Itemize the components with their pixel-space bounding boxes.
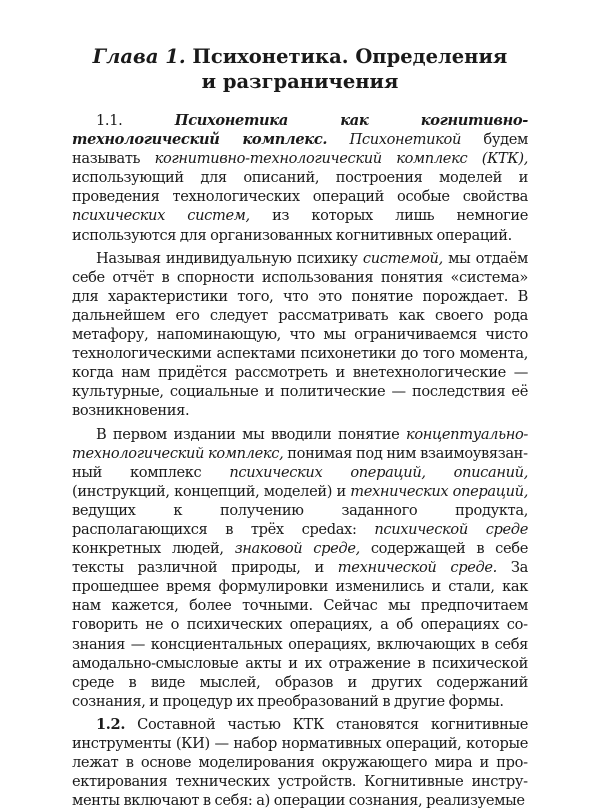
term-psychic-medium: психической среде (374, 520, 528, 538)
chapter-title-line2: и разграничения (201, 70, 399, 93)
paragraph-1-1 (72, 111, 528, 245)
text-span: В первом издании мы вводили понятие (96, 425, 406, 443)
section-number: 1.2. (96, 715, 126, 733)
term-conceptual-complex: концептуально-технологический комплекс, (72, 425, 528, 462)
term-ktk: когнитивно-технологический комплекс (КТК), (154, 150, 528, 168)
term-technical-medium: технической среде. (337, 559, 497, 577)
text-span: Составной частью КТК становятся когнитивные инструменты (КИ) — набор нормативных операций, которые лежат в основе моделирования окружающего мира и проектирования технических устройств. Когнитивные инструменты включают в себя: а) операции сознания, реализуемые (72, 715, 528, 810)
paragraph-2 (72, 249, 528, 421)
text-span: использующий для описаний, построения моделей и проведения технологических операций особые свойства (72, 169, 528, 206)
text-span: ведущих к получению заданного продукта, располагающихся в трёх среdах: (72, 501, 528, 538)
term-sign-medium: знаковой среде, (234, 540, 360, 558)
term-psychic-systems: психических систем, (72, 207, 250, 225)
term-psychic-operations: психических операций, описаний, (229, 463, 528, 481)
document-page (72, 44, 528, 810)
term-psychonetics: Психонетикой (327, 131, 461, 149)
text-span: будем называть (72, 131, 528, 168)
paragraph-1-2 (72, 715, 528, 810)
chapter-title-line1: Психонетика. Определения (185, 45, 508, 68)
text-span: конкретных людей, (72, 540, 235, 558)
chapter-number: Глава 1. (92, 45, 186, 68)
text-span: мы отдаём себе отчёт в спорности использования понятия «система» для характеристики того, что это понятие порождает. В дальнейшем его следует рассматривать как своего рода метафору, напоминающую, что мы ограничиваемся чисто технологическими аспектами психонетики до того момента, когда нам придётся рассмотреть и внетехнологические — культурные, социальные и политические — последствия её возникновения. (72, 249, 528, 420)
text-span: из которых лишь немногие используются для организованных когнитивных операций. (72, 207, 528, 244)
term-system: системой, (362, 249, 443, 267)
term-technical-operations: технических операций, (350, 482, 528, 500)
text-span: Называя индивидуальную психику (96, 249, 363, 267)
paragraph-3 (72, 425, 528, 711)
section-title: Психонетика как когнитивно-технологический комплекс. (72, 112, 528, 149)
text-span: (инструкций, концепций, моделей) и (72, 482, 351, 500)
section-number: 1.1. (96, 112, 123, 129)
text-span: понимая под ним взаимоувязанный комплекс (72, 444, 528, 481)
text-span: содержащей в себе тексты различной природы, и (72, 540, 528, 577)
chapter-heading (72, 44, 528, 94)
text-span: За прошедшее время формулировки изменились и стали, как нам кажется, более точными. Сейчас мы предпочитаем говорить не о психических операциях, а об операциях сознания — консциентальных операциях, включающих в себя амодально-смысловые акты и их отражение в психической среде в виде мыслей, образов и других содержаний сознания, и процедур их преобразований в другие формы. (72, 559, 528, 710)
